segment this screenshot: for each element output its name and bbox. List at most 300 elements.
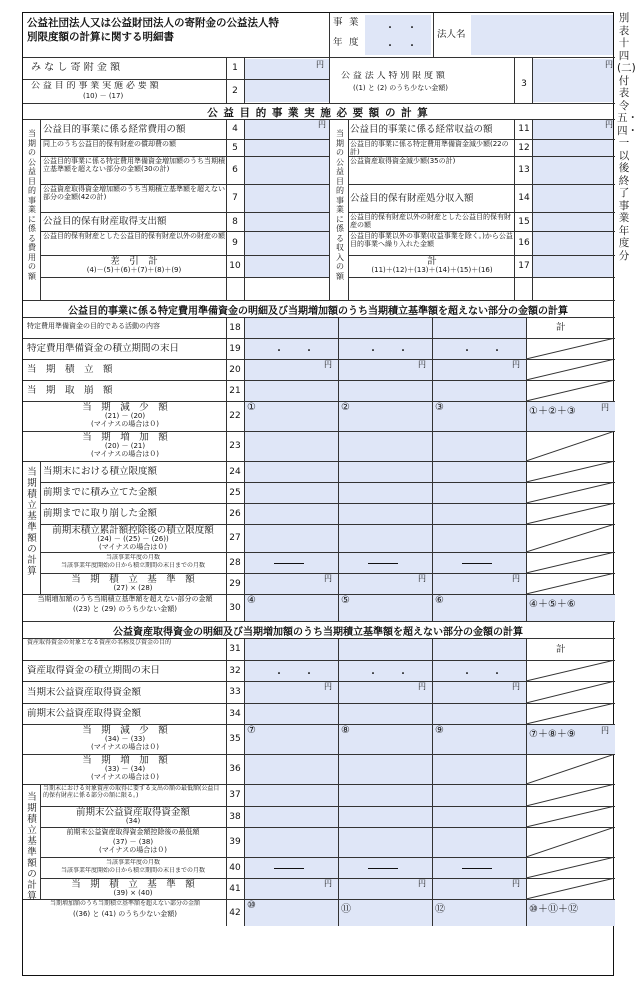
sec2-row-num-28: 28: [229, 557, 241, 568]
row1-num-div: [226, 57, 227, 103]
sec3-cell-34-2[interactable]: [339, 704, 432, 724]
sec1-right-num-div: [514, 119, 515, 300]
right-row-label-14: 公益目的保有財産処分収入額: [350, 192, 474, 204]
sec2-cell-26-2[interactable]: [339, 504, 432, 524]
row2-label: 公 益 目 的 事 業 実 施 必 要 額: [31, 81, 159, 91]
sec2-cell-23-2[interactable]: [339, 432, 432, 461]
sec2-total-diag-28-line: [526, 552, 615, 573]
sec2-total-diag-29-line: [526, 573, 615, 594]
sec2-cell-30-1[interactable]: [245, 595, 338, 621]
sec3-month-dash: [274, 868, 304, 869]
fiscal-year-label-2: 業: [349, 17, 359, 28]
sec3-row-label-42: 当期増加額のうち当期積立基準額を超えない部分の金額: [49, 900, 200, 907]
sec2-row-num-23: 23: [229, 441, 241, 451]
date-dot: ・: [385, 23, 395, 34]
sec2-total-diag-25-line: [526, 482, 615, 503]
sec3-row-sub-39: (37) － (38): [112, 838, 154, 846]
sec2-total-diag-24: [526, 461, 615, 482]
sec2-cell-30-2[interactable]: [339, 595, 432, 621]
left-row-field-6[interactable]: [245, 157, 329, 184]
fiscal-year-label-3: 年: [333, 37, 343, 48]
left-row-num-10: 10: [229, 261, 241, 271]
sec2-cell-25-3[interactable]: [433, 483, 526, 503]
sec2-num-div: [226, 317, 227, 621]
sec2-side-div: [40, 461, 41, 594]
sec3-row-num-37: 37: [229, 790, 241, 800]
sec3-row-label-32: 資産取得資金の積立期間の末日: [27, 665, 161, 676]
sec2-row-sub2-22: (マイナスの場合は０): [90, 420, 160, 428]
sec2-cell-26-3[interactable]: [433, 504, 526, 524]
sec1-row-bottom-r-6: [348, 277, 615, 278]
left-row-label-8: 公益目的保有財産取得支出額: [43, 216, 167, 227]
sec3-row-num-41: 41: [229, 883, 241, 894]
sec3-row-num-35: 35: [229, 734, 241, 744]
sec3-row-sub2-39: (マイナスの場合は０): [98, 846, 168, 854]
sec2-total-diag-21: [526, 380, 615, 401]
sec2-circ-30-3: ⑥: [435, 595, 444, 606]
sec2-cell-24-1[interactable]: [245, 462, 338, 482]
sec3-cell-39-1[interactable]: [245, 828, 338, 857]
sec3-month-dash: [462, 868, 492, 869]
row2-amount-field[interactable]: [245, 80, 329, 102]
row3-num: 3: [521, 79, 527, 89]
sec3-row-num-31: 31: [229, 644, 241, 654]
sec3-cell-34-3[interactable]: [433, 704, 526, 724]
sec3-circ-42-2: ⑪: [341, 904, 351, 915]
sec3-cell-32-1[interactable]: [245, 661, 338, 681]
sec2-col-div-2: [432, 317, 433, 621]
sec2-circ-22-4: ①＋②＋③: [529, 406, 576, 417]
sec3-row-label-37: 当期末における対象資産の取得に要する支出の額の最低額(公益目的保有財産に係る部分の額に限る。): [43, 785, 220, 799]
sec3-date-dot: ・: [368, 669, 378, 680]
row1-num: 1: [232, 63, 238, 73]
sec3-row-label-31: 資産取得資金の対象となる資産の名称及び資金の目的: [27, 639, 172, 646]
sec2-cell-27-3[interactable]: [433, 525, 526, 552]
sec2-total-diag-19: [526, 338, 615, 359]
sec2-row-label-26: 前期までに取り崩した金額: [43, 508, 158, 519]
sec3-num-div: [226, 638, 227, 926]
sec3-circ-35-1: ⑦: [247, 725, 256, 736]
sec3-side-div: [40, 784, 41, 899]
sec2-cell-18-3[interactable]: [433, 318, 526, 338]
sec2-total-diag-23-line: [526, 431, 615, 461]
form-title-line1: 公益社団法人又は公益財団法人の寄附金の公益法人特: [27, 17, 279, 29]
left-row-num-4: 4: [232, 124, 238, 134]
right-row-field-13[interactable]: [533, 157, 613, 184]
sec2-row-sub-23: (20) － (21): [104, 442, 146, 450]
sec2-unit-20-0: 円: [324, 360, 332, 369]
right-row-field-16[interactable]: [533, 232, 613, 255]
sec2-row-sub-27: (24) － ((25) － (26)): [97, 535, 169, 543]
sec3-col1-div: [244, 638, 245, 926]
date-dot: ・: [385, 41, 395, 52]
sec3-cell-37-1[interactable]: [245, 785, 338, 806]
sec2-total-diag-24-line: [526, 461, 615, 482]
sec1-right-amt-div: [532, 119, 533, 300]
sec2-row-num-25: 25: [229, 487, 241, 498]
sec2-unit-20-1: 円: [418, 360, 426, 369]
sec3-total-diag-33-line: [526, 681, 615, 703]
sec3-cell-36-3[interactable]: [433, 755, 526, 784]
sec3-unit-41-0: 円: [324, 879, 332, 888]
sec2-row-num-30: 30: [229, 602, 241, 613]
sec2-date-dot: ・: [368, 346, 378, 357]
sec2-row-label-25: 前期までに積み立てた金額: [43, 487, 158, 498]
sec2-total-diag-26: [526, 503, 615, 524]
right-row-num-15: 15: [518, 216, 530, 227]
sec3-row-label-40: 当該事業年度の月数: [105, 859, 160, 866]
corp-name-label: 法人名: [437, 29, 466, 40]
sec3-unit-41-1: 円: [418, 879, 426, 888]
sec1-left-num-div: [226, 119, 227, 300]
sec2-col1-div: [244, 317, 245, 621]
left-row-label-9: 公益目的保有財産とした公益目的保有財産以外の財産の額: [43, 232, 225, 240]
sec3-total-diag-39: [526, 827, 615, 857]
sec3-row-label-36: 当 期 増 加 額: [82, 755, 168, 766]
sec3-total-diag-38: [526, 806, 615, 827]
right-row-field-12[interactable]: [533, 140, 613, 156]
sec2-circ-30-1: ④: [247, 595, 256, 606]
sec2-total-diag-26-line: [526, 503, 615, 524]
sec3-row-num-33: 33: [229, 687, 241, 697]
sec3-row-sub-42: ((36) と (41) のうち少ない金額): [73, 910, 177, 918]
section1-bottom: [23, 300, 615, 301]
sec2-circ-30-2: ⑤: [341, 595, 350, 606]
sec2-total-diag-20-line: [526, 359, 615, 380]
sec1-right-side-div: [348, 119, 349, 300]
row3-label: 公 益 法 人 特 別 限 度 額: [341, 71, 445, 81]
sec3-date-dot: ・: [492, 669, 502, 680]
sec2-date-dot: ・: [274, 346, 284, 357]
sec3-circ-35-3: ⑨: [435, 725, 444, 736]
right-row-unit-11: 円: [605, 120, 613, 129]
row3-sub: ((1) と (2) のうち少ない金額): [353, 84, 448, 92]
year-divider: [433, 13, 434, 57]
left-row-label-5: 同上のうち公益目的保有財産の償却費の額: [43, 140, 176, 148]
left-row-field-10[interactable]: [245, 256, 329, 277]
sec3-total-diag-41: [526, 878, 615, 899]
row3-num-div: [514, 57, 515, 103]
sec3-circ-42-1: ⑩: [247, 900, 256, 911]
sec2-cell-22-1[interactable]: [245, 402, 338, 431]
sec2-row-label-29: 当 期 積 立 基 準 額: [71, 574, 195, 585]
row2-sub: (10) － (17): [83, 92, 124, 100]
sec2-month-dash: [462, 563, 492, 564]
sec3-cell-38-1[interactable]: [245, 807, 338, 827]
sec2-cell-22-2[interactable]: [339, 402, 432, 431]
sec1-left-amt-div: [244, 119, 245, 300]
sec1-left-side-div: [40, 119, 41, 300]
sec2-row-sub-28: 当該事業年度開始の日から積立期間の末日までの月数: [60, 562, 205, 569]
form-title-line2: 別限度額の計算に関する明細書: [27, 31, 174, 43]
sec3-row-sub-38: (34): [125, 817, 141, 825]
sec3-row-sub2-35: (マイナスの場合は０): [90, 743, 160, 751]
sec2-date-dot: ・: [492, 346, 502, 357]
fiscal-year-field[interactable]: [365, 15, 431, 55]
sec2-row-label-18: 特定費用準備資金の目的である活動の内容: [27, 322, 160, 330]
sec3-unit-33-2: 円: [512, 682, 520, 691]
sec2-col-div-3: [526, 317, 527, 621]
left-row-num-9: 9: [232, 238, 238, 248]
right-row-num-16: 16: [518, 238, 530, 248]
sec3-total-diag-36: [526, 754, 615, 784]
sec3-row-num-34: 34: [229, 708, 241, 719]
sec2-cell-25-2[interactable]: [339, 483, 432, 503]
sec3-cell-35-1[interactable]: [245, 725, 338, 754]
right-row-field-15[interactable]: [533, 213, 613, 231]
sec2-row-sub-30: ((23) と (29) のうち少ない金額): [73, 605, 177, 613]
sec3-row-label-38: 前期末公益資産取得資金額: [75, 807, 190, 818]
sec3-row-sub-35: (34) － (33): [104, 735, 146, 743]
sec3-row-num-38: 38: [229, 811, 241, 822]
left-row-field-4[interactable]: [245, 120, 329, 139]
sec2-row-label-30: 当期増加額のうち当期積立基準額を超えない部分の金額: [37, 595, 213, 603]
sec3-row-num-32: 32: [229, 665, 241, 676]
sec2-cell-30-3[interactable]: [433, 595, 526, 621]
sec2-cell-27-1[interactable]: [245, 525, 338, 552]
right-row-num-17: 17: [518, 261, 530, 271]
sec3-date-dot: ・: [462, 669, 472, 680]
sec2-cell-27-2[interactable]: [339, 525, 432, 552]
left-side-label: 当期の公益目的事業に係る費用の額: [28, 129, 36, 281]
sec2-row-num-24: 24: [229, 466, 241, 477]
sec2-total-diag-19-line: [526, 338, 615, 359]
sec2-row-num-18: 18: [229, 322, 241, 333]
sec2-cell-24-2[interactable]: [339, 462, 432, 482]
sec3-cell-32-3[interactable]: [433, 661, 526, 681]
fiscal-year-label-4: 度: [349, 37, 359, 48]
sec2-row-sub2-27: (マイナスの場合は０): [98, 543, 168, 551]
sec3-cell-31-3[interactable]: [433, 639, 526, 660]
sec2-cell-21-2[interactable]: [339, 381, 432, 401]
sec3-row-label-33: 当期末公益資産取得資金額: [27, 686, 142, 698]
row3-amount-field[interactable]: [533, 59, 613, 102]
title-bottom: [23, 57, 615, 58]
row2-num: 2: [232, 86, 238, 96]
date-dot: ・: [407, 41, 417, 52]
sec3-cell-31-2[interactable]: [339, 639, 432, 660]
sec3-cell-35-3[interactable]: [433, 725, 526, 754]
sec3-date-dot: ・: [398, 669, 408, 680]
sec3-total-diag-33: [526, 681, 615, 703]
right-row-label-13: 公益資産取得資金減少額(35の計): [350, 157, 456, 165]
sec2-row-num-27: 27: [229, 533, 241, 543]
sec2-cell-18-1[interactable]: [245, 318, 338, 338]
sec2-cell-25-1[interactable]: [245, 483, 338, 503]
left-row-sub-10: (4)－(5)＋(6)＋(7)＋(8)＋(9): [86, 266, 182, 274]
sec3-row-num-42: 42: [229, 907, 241, 918]
left-row-num-7: 7: [232, 193, 238, 203]
sec3-cell-38-2[interactable]: [339, 807, 432, 827]
sec3-total-diag-34: [526, 703, 615, 724]
sec3-cell-35-2[interactable]: [339, 725, 432, 754]
right-row-num-12: 12: [518, 142, 530, 153]
sec3-unit-41-2: 円: [512, 879, 520, 888]
section3-header: 公益資産取得資金の明細及び当期増加額のうち当期積立基準額を超えない部分の金額の計算: [113, 627, 523, 638]
right-side-label: 当期の公益目的事業に係る収入の額: [336, 129, 344, 281]
sec2-date-dot: ・: [398, 346, 408, 357]
sec3-cell-36-1[interactable]: [245, 755, 338, 784]
sec3-row-sub-36: (33) － (34): [104, 765, 146, 773]
sec3-circ-42-4: ⑩＋⑪＋⑫: [529, 904, 578, 915]
left-row-num-8: 8: [232, 216, 238, 227]
sec2-circ-22-3: ③: [435, 402, 444, 413]
section1-header: 公 益 目 的 事 業 実 施 必 要 額 の 計 算: [207, 107, 429, 119]
sec2-unit-29-1: 円: [418, 574, 426, 583]
sec2-row-label-22: 当 期 減 少 額: [82, 402, 168, 413]
sec2-cell-19-3[interactable]: [433, 339, 526, 359]
sec2-side-label: 当期積立基準額の計算: [27, 467, 37, 577]
sec2-cell-21-3[interactable]: [433, 381, 526, 401]
sec3-col-div-3: [526, 638, 527, 926]
sec2-unit-20-2: 円: [512, 360, 520, 369]
sec3-row-sub2-36: (マイナスの場合は０): [90, 773, 160, 781]
row1-amt-div: [244, 57, 245, 103]
sec2-row-sub-22: (21) － (20): [104, 412, 146, 420]
top-block-bottom: [23, 103, 615, 104]
fiscal-year-label-1: 事: [333, 17, 343, 28]
right-row-label-16: 公益目的事業以外の事業(収益事業を除く。)から公益目的事業へ繰り入れた金額: [350, 232, 513, 249]
sec3-cell-39-2[interactable]: [339, 828, 432, 857]
left-row-num-5: 5: [232, 142, 238, 153]
sec3-cell-39-3[interactable]: [433, 828, 526, 857]
left-row-label-4: 公益目的事業に係る経常費用の額: [43, 123, 186, 135]
sec2-cell-22-3[interactable]: [433, 402, 526, 431]
left-row-field-5[interactable]: [245, 140, 329, 156]
sec2-cell-19-1[interactable]: [245, 339, 338, 359]
sec2-row-label-27: 前期末積立累計額控除後の積立限度額: [52, 525, 214, 536]
date-dot: ・: [407, 23, 417, 34]
section2-header: 公益目的事業に係る特定費用準備資金の明細及び当期増加額のうち当期積立基準額を超えない部分の金額の計算: [68, 306, 568, 317]
sec3-circ-42-3: ⑫: [435, 904, 445, 915]
sec2-row-label-24: 当期末における積立限度額: [43, 466, 158, 477]
row1-label: み な し 寄 附 金 額: [31, 62, 121, 73]
sec2-row-label-20: 当 期 積 立 額: [27, 364, 113, 375]
sec3-row-label-39: 前期末公益資産取得資金額控除後の最低額: [66, 828, 200, 836]
right-row-num-11: 11: [518, 124, 530, 134]
left-row-label-7: 公益資産取得資金増加額のうち当期積立基準額を超えない部分の金額(42の計): [43, 185, 225, 202]
sec2-row-label-19: 特定費用準備資金の積立期間の末日: [27, 343, 180, 354]
sec2-cell-18-2[interactable]: [339, 318, 432, 338]
sec2-total-diag-27-line: [526, 524, 615, 552]
right-row-sub-17: (11)＋(12)＋(13)＋(14)＋(15)＋(16): [371, 266, 493, 274]
sec2-total-diag-25: [526, 482, 615, 503]
sec3-cell-42-2[interactable]: [339, 900, 432, 926]
sec3-total-diag-36-line: [526, 754, 615, 784]
left-row-field-7[interactable]: [245, 185, 329, 212]
sec3-side-label: 当期積立基準額の計算: [27, 792, 37, 902]
sec2-month-dash: [274, 563, 304, 564]
sec2-row-num-26: 26: [229, 508, 241, 519]
sec2-total-diag-28: [526, 552, 615, 573]
sec2-cell-26-1[interactable]: [245, 504, 338, 524]
sec2-cell-24-3[interactable]: [433, 462, 526, 482]
sec2-total-diag-27: [526, 524, 615, 552]
sec3-row-label-35: 当 期 減 少 額: [82, 725, 168, 736]
sec3-total-diag-40: [526, 857, 615, 878]
sec2-circ-22-2: ②: [341, 402, 350, 413]
sec3-cell-34-1[interactable]: [245, 704, 338, 724]
sec3-col-div-2: [432, 638, 433, 926]
right-row-field-14[interactable]: [533, 185, 613, 212]
right-row-label-15: 公益目的保有財産以外の財産とした公益目的保有財産の額: [350, 213, 511, 230]
sec2-date-dot: ・: [462, 346, 472, 357]
sec2-total-diag-29: [526, 573, 615, 594]
left-row-label-6: 公益目的事業に係る特定費用準備資金増加額のうち当期積立基準額を超えない部分の金額(30の計): [43, 157, 225, 174]
sec3-row-sub-41: (39) × (40): [113, 889, 153, 897]
sec2-total-diag-20: [526, 359, 615, 380]
sec2-cell-21-1[interactable]: [245, 381, 338, 401]
right-row-field-17[interactable]: [533, 256, 613, 277]
corp-name-field[interactable]: [471, 15, 613, 55]
sec3-col-div-1: [338, 638, 339, 926]
row1-unit: 円: [316, 60, 324, 69]
sec2-unit-29-2: 円: [512, 574, 520, 583]
sec3-total-diag-39-line: [526, 827, 615, 857]
right-row-label-12: 公益目的事業に係る特定費用準備資金減少額(22の計): [350, 140, 509, 157]
sec1-row-bottom-6: [40, 277, 329, 278]
right-row-field-11[interactable]: [533, 120, 613, 139]
sec3-circ-35-2: ⑧: [341, 725, 350, 736]
sec2-cell-23-3[interactable]: [433, 432, 526, 461]
right-row-num-13: 13: [518, 165, 530, 175]
sec2-cell-19-2[interactable]: [339, 339, 432, 359]
sec3-total-diag-38-line: [526, 806, 615, 827]
sec3-row-label-34: 前期末公益資産取得資金額: [27, 708, 142, 719]
sec3-circ-35-4: ⑦＋⑧＋⑨: [529, 729, 576, 740]
sec3-cell-37-2[interactable]: [339, 785, 432, 806]
sec2-cell-23-1[interactable]: [245, 432, 338, 461]
sec3-total-diag-40-line: [526, 857, 615, 878]
sec3-cell-36-2[interactable]: [339, 755, 432, 784]
sec2-row-label-28: 当該事業年度の月数: [105, 554, 160, 561]
sec2-row-sub2-23: (マイナスの場合は０): [90, 450, 160, 458]
sec3-row-num-39: 39: [229, 837, 241, 847]
sec2-circ-30-4: ④＋⑤＋⑥: [529, 599, 576, 610]
sec3-total-diag-37-line: [526, 784, 615, 806]
left-row-num-6: 6: [232, 165, 238, 175]
sec3-cell-38-3[interactable]: [433, 807, 526, 827]
sec3-total-label: 計: [556, 644, 566, 655]
sec2-row-num-29: 29: [229, 578, 241, 589]
sec3-cell-31-1[interactable]: [245, 639, 338, 660]
sec2-row-num-19: 19: [229, 343, 241, 354]
sec3-month-dash: [368, 868, 398, 869]
sec3-date-dot: ・: [304, 669, 314, 680]
sec3-cell-42-1[interactable]: [245, 900, 338, 926]
sec2-total-diag-23: [526, 431, 615, 461]
sec3-cell-37-3[interactable]: [433, 785, 526, 806]
sec3-total-diag-41-line: [526, 878, 615, 899]
sec3-row-label-41: 当 期 積 立 基 準 額: [71, 879, 195, 890]
left-row-field-8[interactable]: [245, 213, 329, 231]
form-sheet: [22, 12, 614, 976]
right-row-num-14: 14: [518, 193, 530, 203]
sec2-unit-22-total: 円: [601, 403, 609, 412]
left-row-field-9[interactable]: [245, 232, 329, 255]
sec3-row-num-36: 36: [229, 764, 241, 774]
sec2-row-label-21: 当 期 取 崩 額: [27, 385, 113, 396]
left-row-label-10: 差 引 計: [110, 256, 158, 267]
sec2-month-dash: [368, 563, 398, 564]
sec3-total-diag-32-line: [526, 660, 615, 681]
sec2-row-num-22: 22: [229, 411, 241, 421]
title-divider: [329, 13, 330, 57]
sec2-total-diag-21-line: [526, 380, 615, 401]
sec3-cell-42-3[interactable]: [433, 900, 526, 926]
sec3-cell-32-2[interactable]: [339, 661, 432, 681]
left-row-unit-4: 円: [318, 120, 326, 129]
